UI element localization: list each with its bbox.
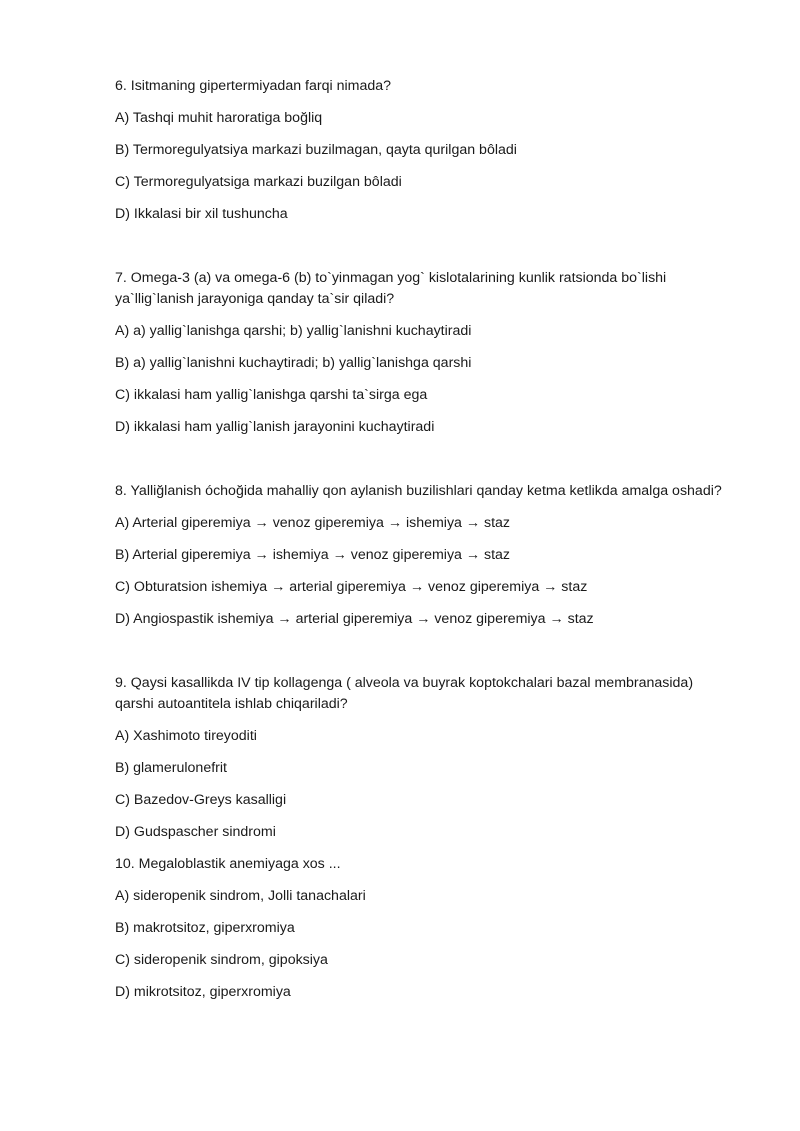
question-8-option-d: D) Angiospastik ishemiya → arterial giperemiya → venoz giperemiya → staz xyxy=(115,611,594,627)
question-9-option-d: D) Gudspascher sindromi xyxy=(115,824,276,840)
question-6-option-b: B) Termoregulyatsiya markazi buzilmagan, qayta qurilgan bôladi xyxy=(115,142,517,158)
question-6-text: 6. Isitmaning gipertermiyadan farqi nimada? xyxy=(115,78,392,94)
question-10-option-a: A) sideropenik sindrom, Jolli tanachalari xyxy=(115,888,366,904)
question-10-option-b: B) makrotsitoz, giperxromiya xyxy=(115,920,295,936)
question-6-option-c: C) Termoregulyatsiga markazi buzilgan bôladi xyxy=(115,174,402,190)
question-9-text-line-1: 9. Qaysi kasallikda IV tip kollagenga ( alveola va buyrak koptokchalari bazal membranasida) xyxy=(115,675,694,691)
question-10-text: 10. Megaloblastik anemiyaga xos ... xyxy=(115,856,341,872)
question-9-text-line-2: qarshi autoantitela ishlab chiqariladi? xyxy=(115,696,348,712)
question-9-option-c: C) Bazedov-Greys kasalligi xyxy=(115,792,287,808)
question-7-option-a: A) a) yallig`lanishga qarshi; b) yallig`lanishni kuchaytiradi xyxy=(115,323,472,339)
question-6-option-d: D) Ikkalasi bir xil tushuncha xyxy=(115,206,288,222)
question-8-text: 8. Yalliğlanish óchoğida mahalliy qon aylanish buzilishlari qanday ketma ketlikda amalga oshadi? xyxy=(115,483,722,499)
question-7-text-line-2: ya`llig`lanish jarayoniga qanday ta`sir qiladi? xyxy=(115,291,395,307)
question-9-option-b: B) glamerulonefrit xyxy=(115,760,227,776)
question-10-option-c: C) sideropenik sindrom, gipoksiya xyxy=(115,952,328,968)
question-7-option-b: B) a) yallig`lanishni kuchaytiradi; b) yallig`lanishga qarshi xyxy=(115,355,472,371)
question-8-option-c: C) Obturatsion ishemiya → arterial giperemiya → venoz giperemiya → staz xyxy=(115,579,588,595)
question-7-option-d: D) ikkalasi ham yallig`lanish jarayonini kuchaytiradi xyxy=(115,419,435,435)
question-10-option-d: D) mikrotsitoz, giperxromiya xyxy=(115,984,291,1000)
question-7-text-line-1: 7. Omega-3 (a) va omega-6 (b) to`yinmagan yog` kislotalarining kunlik ratsionda bo`lishi xyxy=(115,270,667,286)
question-6-option-a: A) Tashqi muhit haroratiga boğliq xyxy=(115,110,323,126)
question-8-option-b: B) Arterial giperemiya → ishemiya → venoz giperemiya → staz xyxy=(115,547,511,563)
question-8-option-a: A) Arterial giperemiya → venoz giperemiya → ishemiya → staz xyxy=(115,515,511,531)
question-7-option-c: C) ikkalasi ham yallig`lanishga qarshi ta`sirga ega xyxy=(115,387,428,403)
question-9-option-a: A) Xashimoto tireyoditi xyxy=(115,728,257,744)
